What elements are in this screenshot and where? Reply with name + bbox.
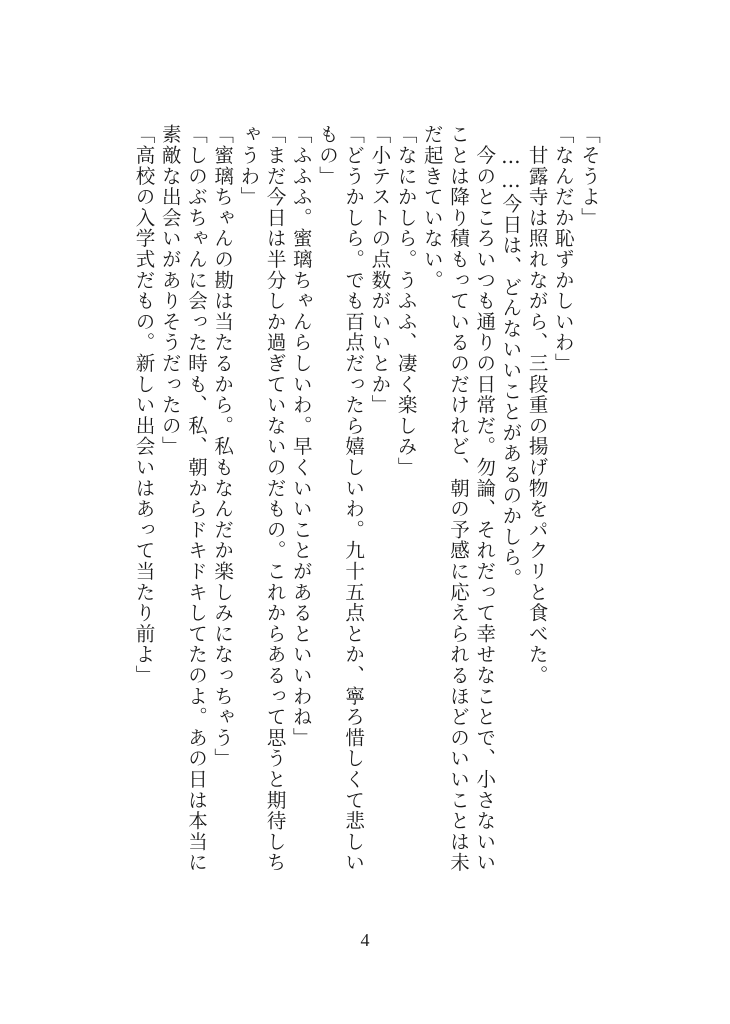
- text-line: もの」: [315, 124, 339, 187]
- text-line: ことは降り積もっているのだけれど、朝の予感に応えられるほどのいいことは未: [446, 124, 470, 873]
- text-line: 「なんだか恥ずかしいわ」: [551, 124, 575, 374]
- text-line: 甘露寺は照れながら、三段重の揚げ物をパクリと食べた。: [525, 124, 549, 686]
- page-number: 4: [360, 930, 370, 950]
- vertical-text-body: [130, 124, 602, 884]
- text-line: 「そうよ」: [578, 124, 601, 228]
- text-line: 今のところいつも通りの日常だ。勿論、それだって幸せなことで、小さないい: [473, 124, 497, 873]
- text-line: ……今日は、どんないいことがあるのかしら。: [499, 124, 523, 589]
- text-line: 素敵な出会いがありそうだったの」: [158, 124, 182, 457]
- text-line: 「しのぶちゃんに会った時も、私、朝からドキドキしてたのよ。あの日は本当に: [184, 124, 208, 873]
- text-line: 「どうかしら。でも百点だったら嬉しいわ。九十五点とか、寧ろ惜しくて悲しい: [342, 124, 366, 873]
- text-line: 「小テストの点数がいいとか」: [368, 124, 392, 416]
- text-line: 「高校の入学式だもの。新しい出会いはあって当たり前よ」: [132, 124, 156, 686]
- text-line: 「ふふふ。蜜璃ちゃんらしいわ。早くいいことがあるといいわね」: [289, 124, 313, 748]
- text-line: だ起きていない。: [420, 124, 444, 291]
- text-line: 「蜜璃ちゃんの勘は当たるから。私もなんだか楽しみになっちゃう」: [211, 124, 235, 769]
- text-line: 「なにかしら。うふふ、凄く楽しみ」: [394, 124, 418, 478]
- text-line: ゃうわ」: [237, 124, 261, 208]
- text-line: 「まだ今日は半分しか過ぎていないのだもの。これからあるって思うと期待しち: [263, 124, 287, 873]
